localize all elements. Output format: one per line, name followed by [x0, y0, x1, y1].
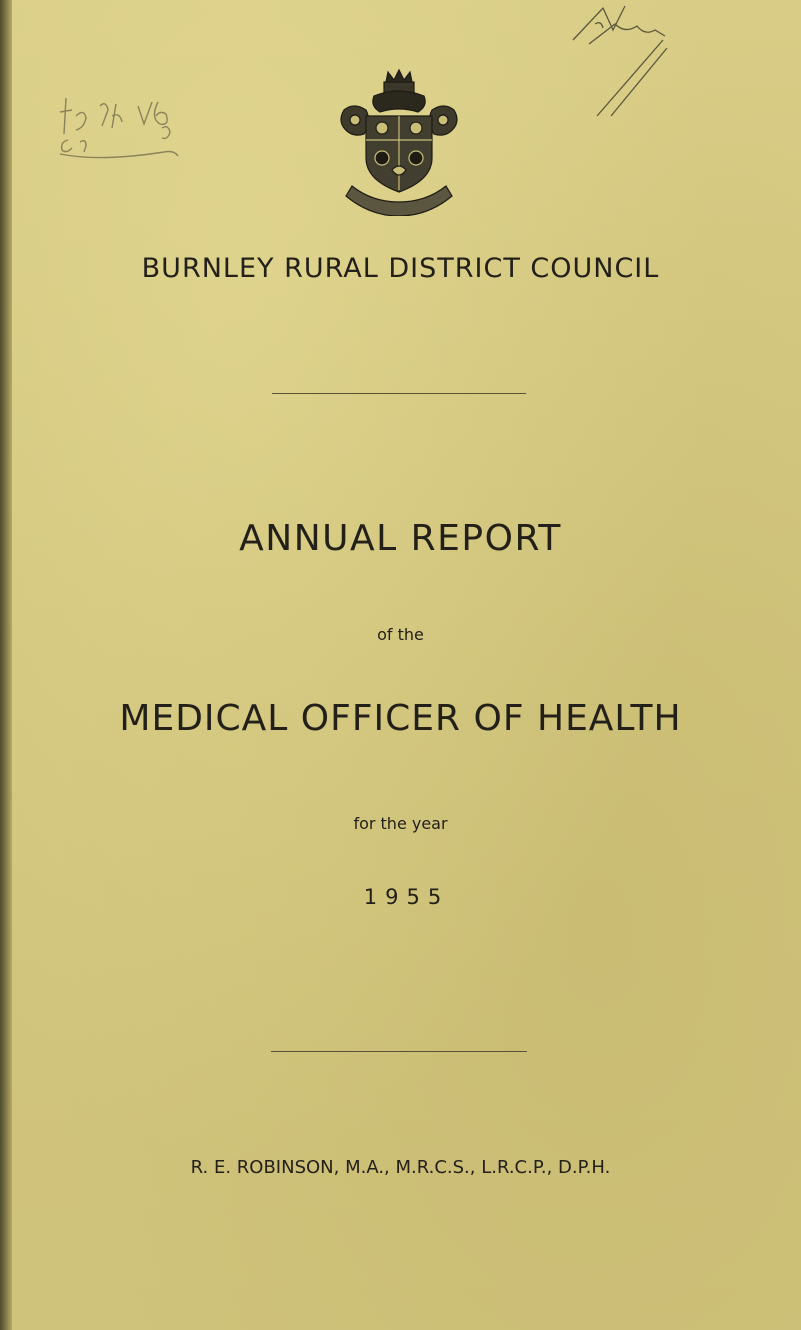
report-title: ANNUAL REPORT: [239, 518, 562, 559]
author-credits: R. E. ROBINSON, M.A., M.R.C.S., L.R.C.P., D.P.H.: [190, 1157, 611, 1178]
handwritten-pencil-note: [54, 76, 214, 166]
bottom-divider: [271, 1051, 527, 1052]
for-the-year-text: for the year: [353, 814, 448, 833]
of-the-text: of the: [377, 625, 424, 644]
pencil-squiggle-mark: [555, 0, 675, 120]
top-divider: [272, 393, 526, 394]
officer-title: MEDICAL OFFICER OF HEALTH: [119, 698, 682, 739]
council-coat-of-arms: [334, 66, 464, 216]
binding-edge: [0, 0, 12, 1330]
report-year: 1955: [363, 885, 450, 909]
council-name: BURNLEY RURAL DISTRICT COUNCIL: [141, 253, 660, 284]
